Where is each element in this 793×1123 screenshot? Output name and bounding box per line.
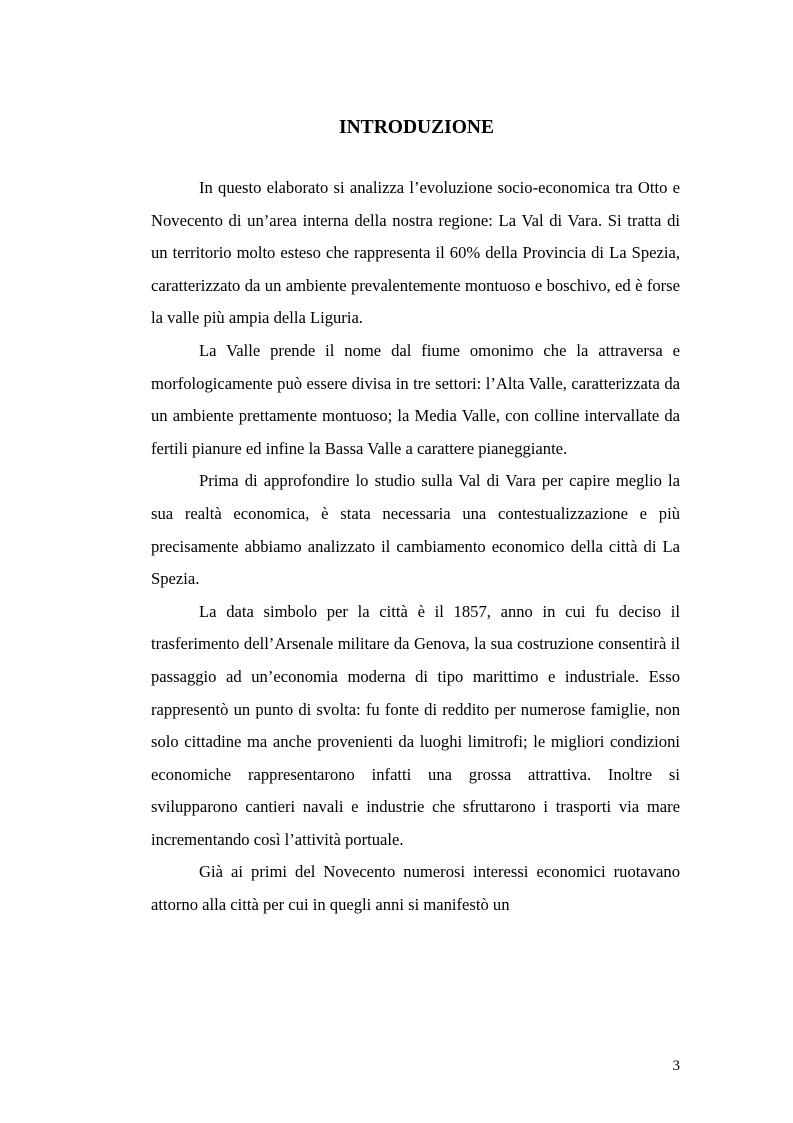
paragraph-4: La data simbolo per la città è il 1857, anno in cui fu deciso il trasferimento dell’Arsenale militare da Genova, la sua costruzione consentirà il passaggio ad un’economia moderna di tipo marittimo e industriale. Esso rappresentò un punto di svolta: fu fonte di reddito per numerose famiglie, non solo cittadine ma anche provenienti da luoghi limitrofi; le migliori condizioni economiche rappresentarono infatti una grossa attrattiva. Inoltre si svilupparono cantieri navali e industrie che sfruttarono i trasporti via mare incrementando così l’attività portuale. <box>151 601 680 849</box>
paragraph-2: La Valle prende il nome dal fiume omonimo che la attraversa e morfologicamente può essere divisa in tre settori: l’Alta Valle, caratterizzata da un ambiente prettamente montuoso; la Media Valle, con colline intervallate da fertili pianure ed infine la Bassa Valle a carattere pianeggiante. <box>151 340 680 458</box>
paragraph-5: Già ai primi del Novecento numerosi interessi economici ruotavano attorno alla città per cui in quegli anni si manifestò un <box>151 862 680 915</box>
chapter-title: INTRODUZIONE <box>339 117 494 138</box>
paragraph-3: Prima di approfondire lo studio sulla Val di Vara per capire meglio la sua realtà economica, è stata necessaria una contestualizzazione e più precisamente abbiamo analizzato il cambiamento economico della città di La Spezia. <box>151 471 680 589</box>
body-text <box>151 172 680 922</box>
paragraph-1: In questo elaborato si analizza l’evoluzione socio-economica tra Otto e Novecento di un’area interna della nostra regione: La Val di Vara. Si tratta di un territorio molto esteso che rappresenta il 60% della Provincia di La Spezia, caratterizzato da un ambiente prevalentemente montuoso e boschivo, ed è forse la valle più ampia della Liguria. <box>151 178 680 328</box>
page-number: 3 <box>672 1058 680 1074</box>
